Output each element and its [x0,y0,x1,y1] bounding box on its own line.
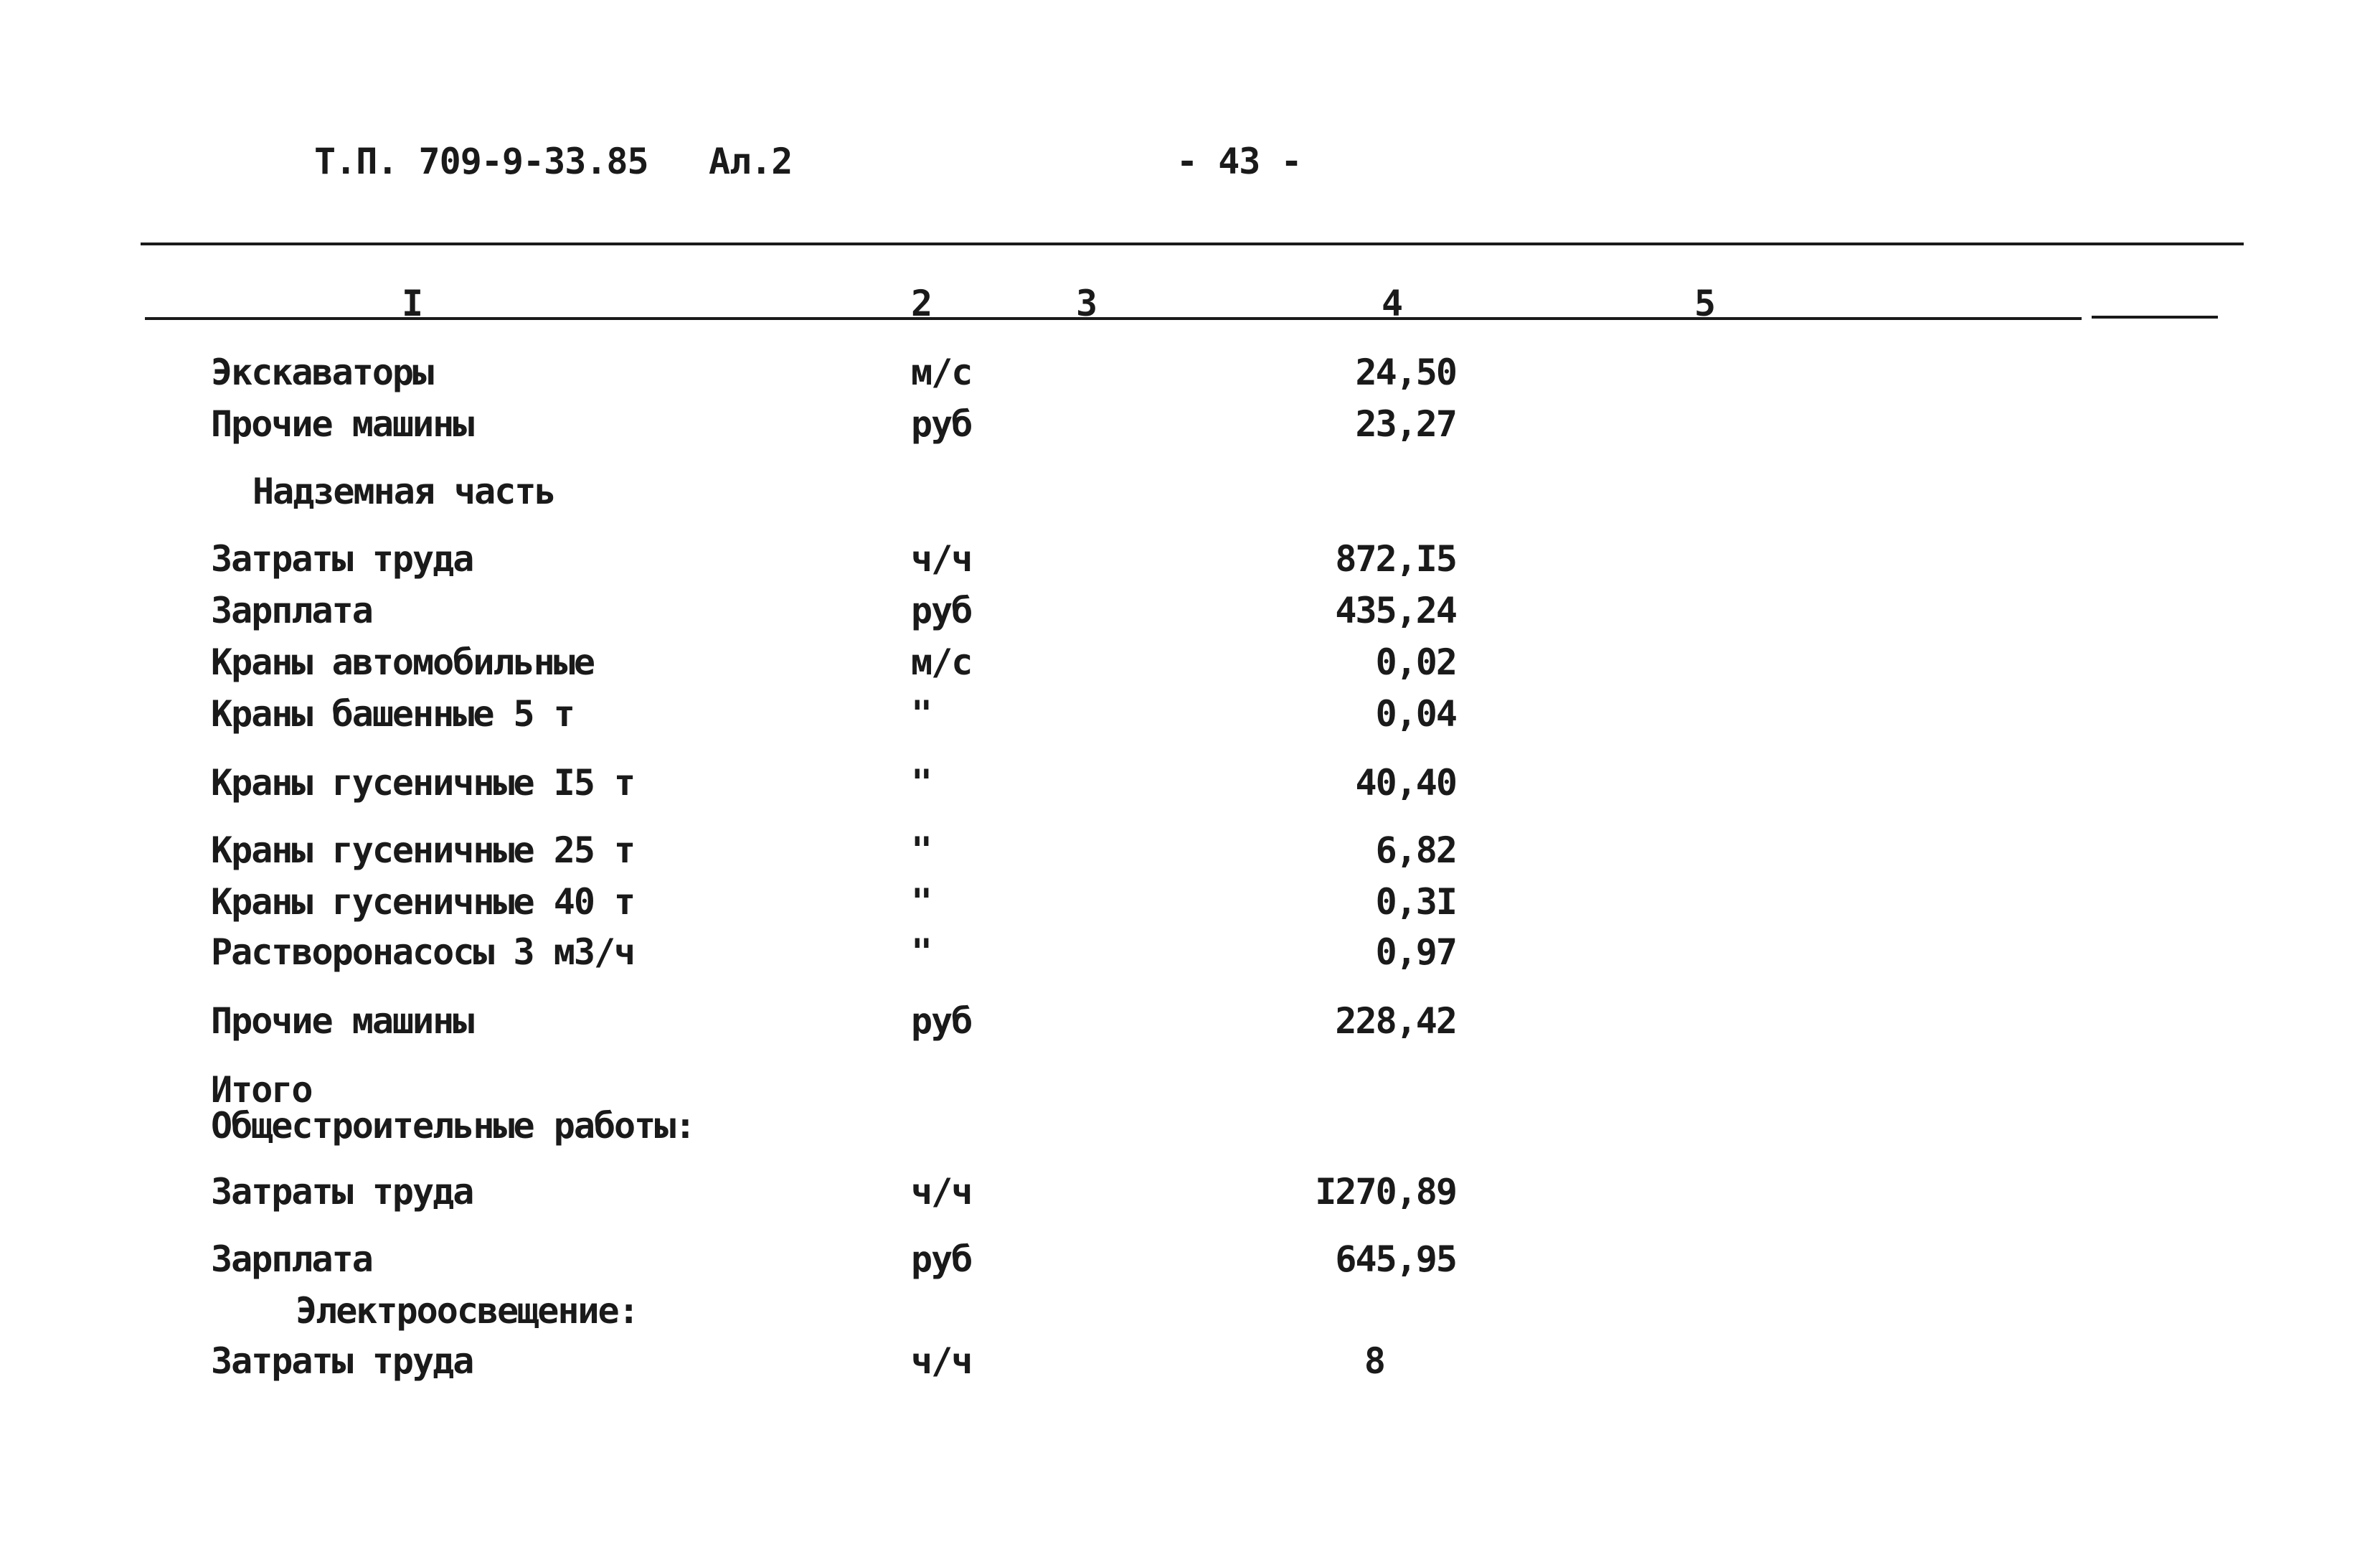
column-header-rule-end [2092,316,2218,319]
row-value: I270,89 [1315,1171,1456,1213]
table-row [0,931,2380,979]
row-name: Зарплата [211,1238,372,1280]
row-unit: руб [911,590,972,631]
row-name: Краны гусеничные 25 т [211,829,635,871]
row-value: 8 [1364,1340,1384,1382]
row-value: 435,24 [1335,590,1456,631]
table-row [0,590,2380,637]
table-row [0,762,2380,809]
row-name: Зарплата [211,590,372,631]
row-name: Растворонасосы 3 м3/ч [211,931,635,973]
document-code: Т.П. 709-9-33.85 [314,141,648,182]
row-name: Краны башенные 5 т [211,693,574,735]
row-name: Прочие машины [211,1000,473,1042]
row-value: 0,04 [1375,693,1456,735]
row-value: 872,I5 [1335,538,1456,580]
row-name: Затраты труда [211,1171,473,1213]
row-unit: м/с [911,641,972,683]
column-number-1: I [402,283,424,324]
row-value: 0,97 [1375,931,1456,973]
table-row [0,1000,2380,1048]
section-heading: Итого [211,1069,312,1111]
row-name: Краны гусеничные 40 т [211,881,635,923]
row-unit: " [911,881,932,923]
row-value: 24,50 [1355,352,1456,393]
row-value: 645,95 [1335,1238,1456,1280]
column-number-4: 4 [1382,283,1404,324]
row-name: Экскаваторы [211,352,433,393]
table-row [0,403,2380,451]
top-rule [141,243,2244,245]
table-row [0,538,2380,585]
row-unit: ч/ч [911,538,972,580]
row-value: 6,82 [1375,829,1456,871]
row-unit: " [911,762,932,804]
table-row [0,641,2380,689]
row-name: Краны гусеничные I5 т [211,762,635,804]
row-value: 40,40 [1355,762,1456,804]
table-row [0,693,2380,740]
row-unit: руб [911,403,972,445]
row-unit: " [911,829,932,871]
row-value: 0,3I [1375,881,1456,923]
table-row [0,352,2380,399]
row-unit: " [911,693,932,735]
column-header-rule [145,317,2082,320]
table-row [0,1340,2380,1388]
section-heading: Надземная часть [252,471,555,512]
row-unit: ч/ч [911,1340,972,1382]
row-name: Прочие машины [211,403,473,445]
page-number: - 43 - [1176,141,1302,182]
row-value: 0,02 [1375,641,1456,683]
column-number-5: 5 [1694,283,1716,324]
table-row [0,1238,2380,1286]
row-name: Краны автомобильные [211,641,594,683]
section-heading: Общестроительные работы: [211,1105,695,1147]
row-name: Затраты труда [211,538,473,580]
row-unit: м/с [911,352,972,393]
row-name: Затраты труда [211,1340,473,1382]
table-row [0,881,2380,928]
row-value: 228,42 [1335,1000,1456,1042]
album-label: Ал.2 [709,141,793,182]
column-number-2: 2 [911,283,933,324]
row-unit: " [911,931,932,973]
row-unit: ч/ч [911,1171,972,1213]
column-number-3: 3 [1076,283,1098,324]
row-unit: руб [911,1000,972,1042]
section-heading: Электроосвещение: [296,1290,638,1332]
table-row [0,1171,2380,1218]
row-unit: руб [911,1238,972,1280]
table-row [0,829,2380,877]
row-value: 23,27 [1355,403,1456,445]
